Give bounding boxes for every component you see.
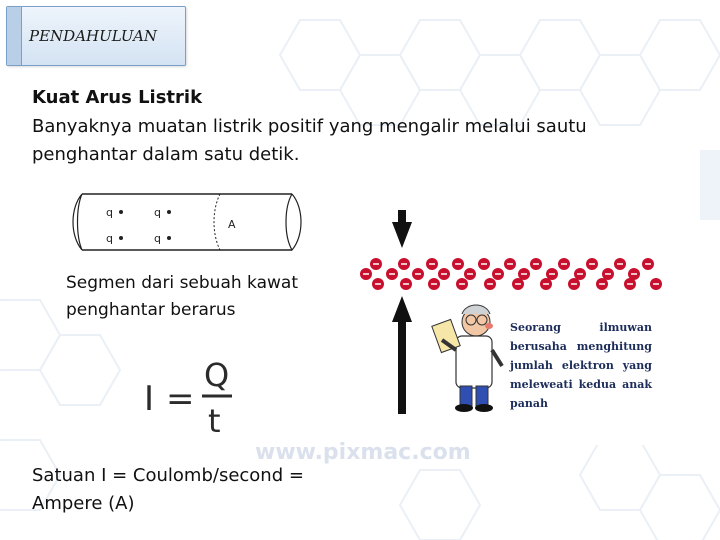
point-label-a: A [228, 218, 236, 231]
charge-dot [119, 236, 123, 240]
diagram-caption: Segmen dari sebuah kawat penghantar berarus [66, 273, 298, 320]
illustration-caption: Seorang ilmuwan berusaha menghitung jumlah elektron yang meleweati kedua anak panah [510, 321, 652, 410]
tab-title: PENDAHULUAN [29, 27, 158, 45]
tab-strip [7, 7, 22, 65]
wire-segment-diagram [70, 186, 310, 258]
charge-label: q [106, 232, 113, 245]
wire-left-end [73, 194, 82, 250]
charge-label: q [154, 232, 161, 245]
formula-equals: = [166, 379, 195, 419]
units-text: Satuan I = Coulomb/second = Ampere (A) [32, 465, 304, 514]
charge-dot [167, 210, 171, 214]
electron-stream [360, 258, 662, 290]
charge-dot [167, 236, 171, 240]
definition-text: Banyaknya muatan listrik positif yang mengalir melalui sautu penghantar dalam satu detik. [32, 116, 587, 165]
wire-right-end [286, 194, 301, 250]
charge-label: q [154, 206, 161, 219]
formula-lhs: I [144, 379, 155, 419]
wire-outline [82, 194, 292, 250]
charge-dot [119, 210, 123, 214]
formula-denominator: t [208, 402, 221, 438]
formula-numerator: Q [204, 356, 230, 394]
up-arrow-icon [392, 296, 412, 414]
slide-heading: Kuat Arus Listrik [32, 87, 203, 108]
current-formula [140, 352, 250, 438]
scientist-figure [432, 305, 502, 412]
down-arrow-icon [392, 210, 412, 248]
watermark-text: www.pixmac.com [255, 440, 471, 465]
charge-label: q [106, 206, 113, 219]
cross-section-line [214, 194, 220, 250]
section-tab [6, 6, 186, 66]
